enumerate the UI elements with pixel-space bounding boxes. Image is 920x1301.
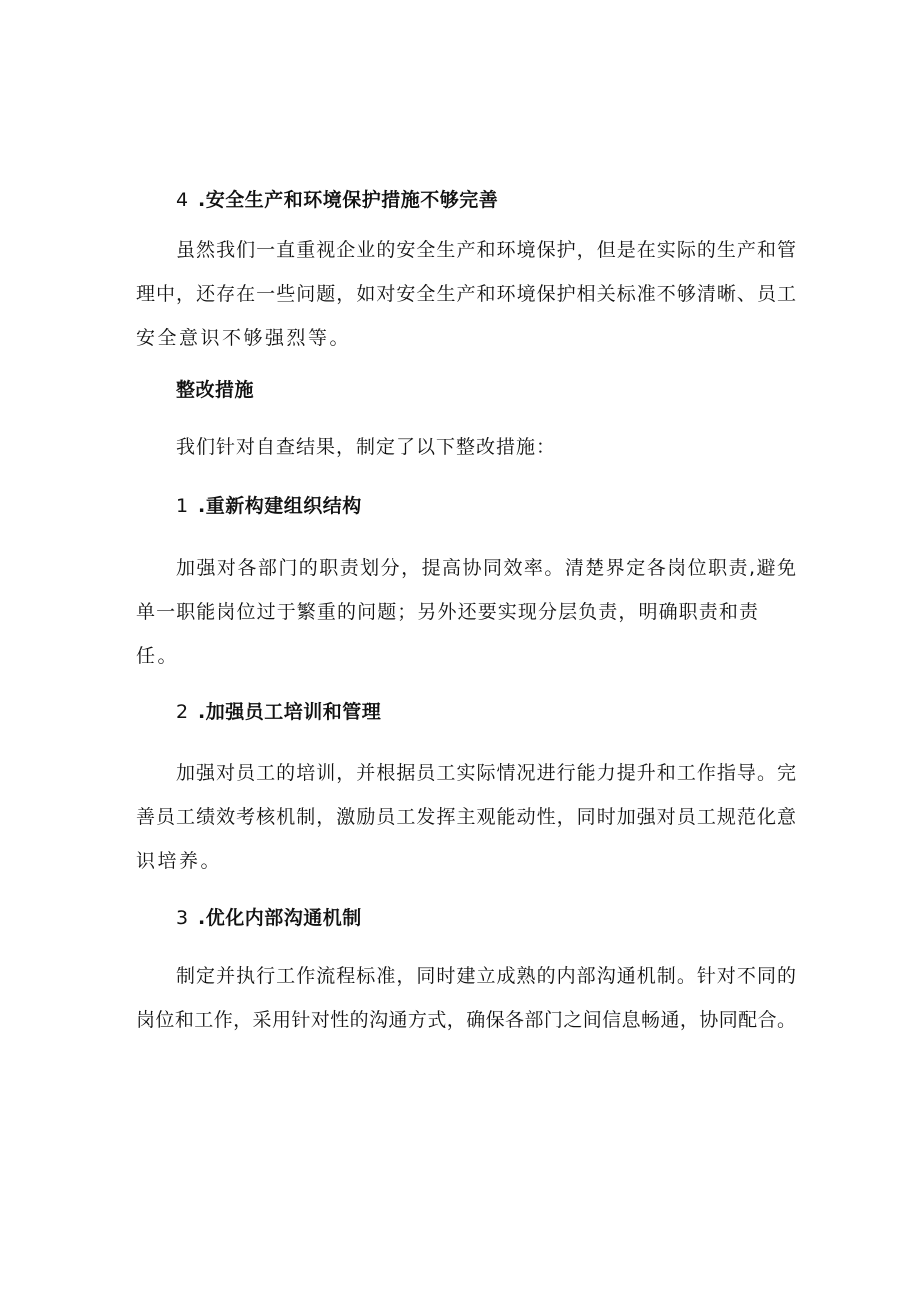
paragraph-line: 加强对各部门的职责划分，提高协同效率。清楚界定各岗位职责,避免: [176, 557, 796, 579]
rectification-intro: 我们针对自查结果，制定了以下整改措施：: [176, 436, 557, 458]
measure-3-title: .优化内部沟通机制: [198, 907, 362, 929]
rectification-heading: [176, 378, 254, 402]
paragraph-line: 理中，还存在一些问题，如对安全生产和环境保护相关标准不够清晰、员工: [136, 283, 796, 305]
section-4-title: .安全生产和环境保护措施不够完善: [198, 189, 499, 211]
measure-2-number: 2: [176, 701, 189, 723]
measure-3-heading: [176, 906, 362, 930]
measure-2-paragraph: [136, 751, 796, 883]
measure-3-number: 3: [176, 907, 189, 929]
measure-3-paragraph: [136, 954, 796, 1042]
section-4-paragraph: [136, 228, 796, 360]
paragraph-line: 虽然我们一直重视企业的安全生产和环境保护，但是在实际的生产和管: [176, 239, 796, 261]
paragraph-line: 岗位和工作，采用针对性的沟通方式，确保各部门之间信息畅通，协同配合。: [136, 1009, 796, 1031]
paragraph-line: 任。: [136, 645, 180, 667]
measure-1-number: 1: [176, 495, 189, 517]
measure-1-title: .重新构建组织结构: [198, 495, 362, 517]
paragraph-line: 加强对员工的培训，并根据员工实际情况进行能力提升和工作指导。完: [176, 762, 796, 784]
paragraph-line: 善员工绩效考核机制，激励员工发挥主观能动性，同时加强对员工规范化意: [136, 806, 796, 828]
paragraph-line: 安全意识不够强烈等。: [136, 327, 352, 349]
measure-2-heading: [176, 700, 381, 724]
measure-2-title: .加强员工培训和管理: [198, 701, 382, 723]
rectification-title: 整改措施: [176, 379, 255, 401]
measure-1-paragraph: [136, 546, 796, 678]
paragraph-line: 识培养。: [136, 850, 223, 872]
measure-1-heading: [176, 494, 362, 518]
section-4-heading: [176, 188, 498, 212]
paragraph-line: 制定并执行工作流程标准，同时建立成熟的内部沟通机制。针对不同的: [176, 965, 796, 987]
paragraph-line: 单一职能岗位过于繁重的问题；另外还要实现分层负责，明确职责和责: [136, 601, 758, 623]
section-4-number: 4: [176, 189, 189, 211]
